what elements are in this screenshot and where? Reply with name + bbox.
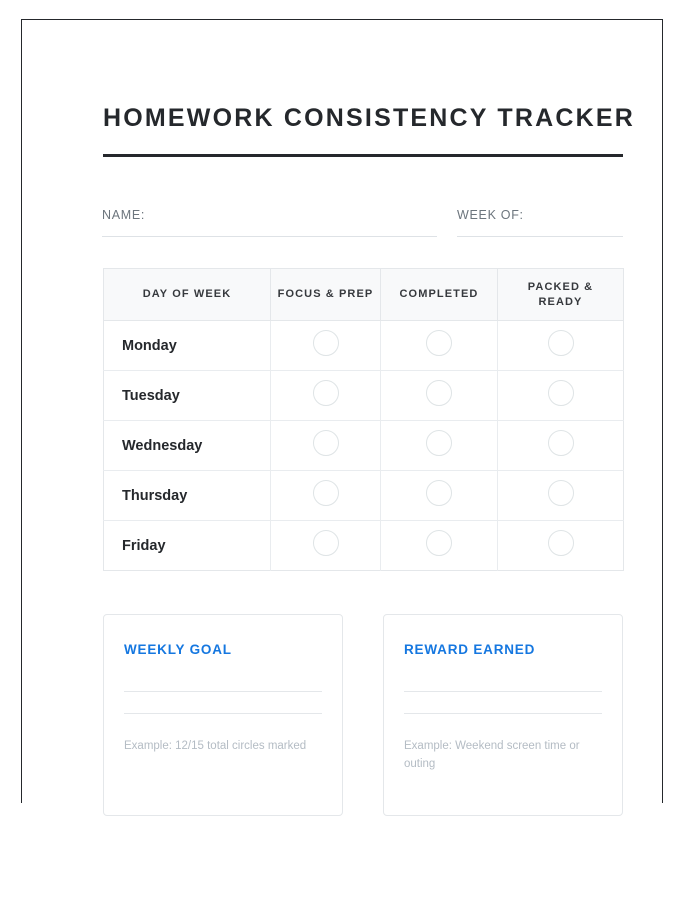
cell-completed-wednesday[interactable] — [381, 421, 498, 471]
cell-packed-ready-monday[interactable] — [498, 321, 624, 371]
cell-packed-ready-wednesday[interactable] — [498, 421, 624, 471]
cell-packed-ready-thursday[interactable] — [498, 471, 624, 521]
name-field[interactable] — [102, 206, 437, 237]
column-header-day-of-week: DAY OF WEEK — [104, 269, 271, 321]
column-header-focus-prep: FOCUS & PREP — [271, 269, 381, 321]
checkbox-circle-focus-prep-thursday[interactable] — [313, 480, 339, 506]
checkbox-circle-packed-ready-monday[interactable] — [548, 330, 574, 356]
weekly-goal-card — [103, 614, 343, 816]
weekly-goal-example-text: Example: 12/15 total circles marked — [124, 740, 307, 752]
table-row — [104, 471, 624, 521]
page-title: HOMEWORK CONSISTENCY TRACKER — [103, 104, 635, 132]
reward-earned-writing-line-1[interactable] — [404, 691, 602, 692]
checkbox-circle-completed-monday[interactable] — [426, 330, 452, 356]
table-row — [104, 321, 624, 371]
week-of-field-label: WEEK OF: — [457, 208, 524, 222]
cell-completed-monday[interactable] — [381, 321, 498, 371]
reward-earned-card — [383, 614, 623, 816]
cell-focus-prep-tuesday[interactable] — [271, 371, 381, 421]
checkbox-circle-packed-ready-friday[interactable] — [548, 530, 574, 556]
day-label-tuesday: Tuesday — [104, 371, 271, 421]
reward-earned-title: REWARD EARNED — [404, 642, 536, 657]
weekly-goal-title: WEEKLY GOAL — [124, 642, 232, 657]
week-of-field-writing-line[interactable] — [457, 236, 623, 237]
checkbox-circle-focus-prep-tuesday[interactable] — [313, 380, 339, 406]
cell-completed-thursday[interactable] — [381, 471, 498, 521]
reward-earned-example-text: Example: Weekend screen time or outing — [404, 740, 580, 770]
day-label-thursday: Thursday — [104, 471, 271, 521]
checkbox-circle-focus-prep-friday[interactable] — [313, 530, 339, 556]
cell-completed-friday[interactable] — [381, 521, 498, 571]
column-header-packed-ready: PACKED & READY — [498, 269, 624, 321]
cell-focus-prep-wednesday[interactable] — [271, 421, 381, 471]
day-label-wednesday: Wednesday — [104, 421, 271, 471]
table-header-row — [104, 269, 624, 321]
day-label-friday: Friday — [104, 521, 271, 571]
page-frame — [21, 19, 663, 803]
name-field-writing-line[interactable] — [102, 236, 437, 237]
table-row — [104, 421, 624, 471]
checkbox-circle-packed-ready-thursday[interactable] — [548, 480, 574, 506]
checkbox-circle-completed-thursday[interactable] — [426, 480, 452, 506]
checkbox-circle-packed-ready-tuesday[interactable] — [548, 380, 574, 406]
cell-packed-ready-friday[interactable] — [498, 521, 624, 571]
cell-focus-prep-friday[interactable] — [271, 521, 381, 571]
cell-focus-prep-thursday[interactable] — [271, 471, 381, 521]
table-row — [104, 521, 624, 571]
title-divider — [103, 154, 623, 157]
checkbox-circle-completed-tuesday[interactable] — [426, 380, 452, 406]
name-field-label: NAME: — [102, 208, 146, 222]
cell-focus-prep-monday[interactable] — [271, 321, 381, 371]
homework-tracker-table — [103, 268, 624, 571]
checkbox-circle-completed-wednesday[interactable] — [426, 430, 452, 456]
column-header-completed: COMPLETED — [381, 269, 498, 321]
checkbox-circle-focus-prep-wednesday[interactable] — [313, 430, 339, 456]
day-label-monday: Monday — [104, 321, 271, 371]
checkbox-circle-focus-prep-monday[interactable] — [313, 330, 339, 356]
cell-completed-tuesday[interactable] — [381, 371, 498, 421]
week-of-field[interactable] — [457, 206, 623, 237]
weekly-goal-writing-line-1[interactable] — [124, 691, 322, 692]
checkbox-circle-completed-friday[interactable] — [426, 530, 452, 556]
checkbox-circle-packed-ready-wednesday[interactable] — [548, 430, 574, 456]
table-row — [104, 371, 624, 421]
cell-packed-ready-tuesday[interactable] — [498, 371, 624, 421]
reward-earned-writing-line-2[interactable] — [404, 713, 602, 714]
weekly-goal-writing-line-2[interactable] — [124, 713, 322, 714]
